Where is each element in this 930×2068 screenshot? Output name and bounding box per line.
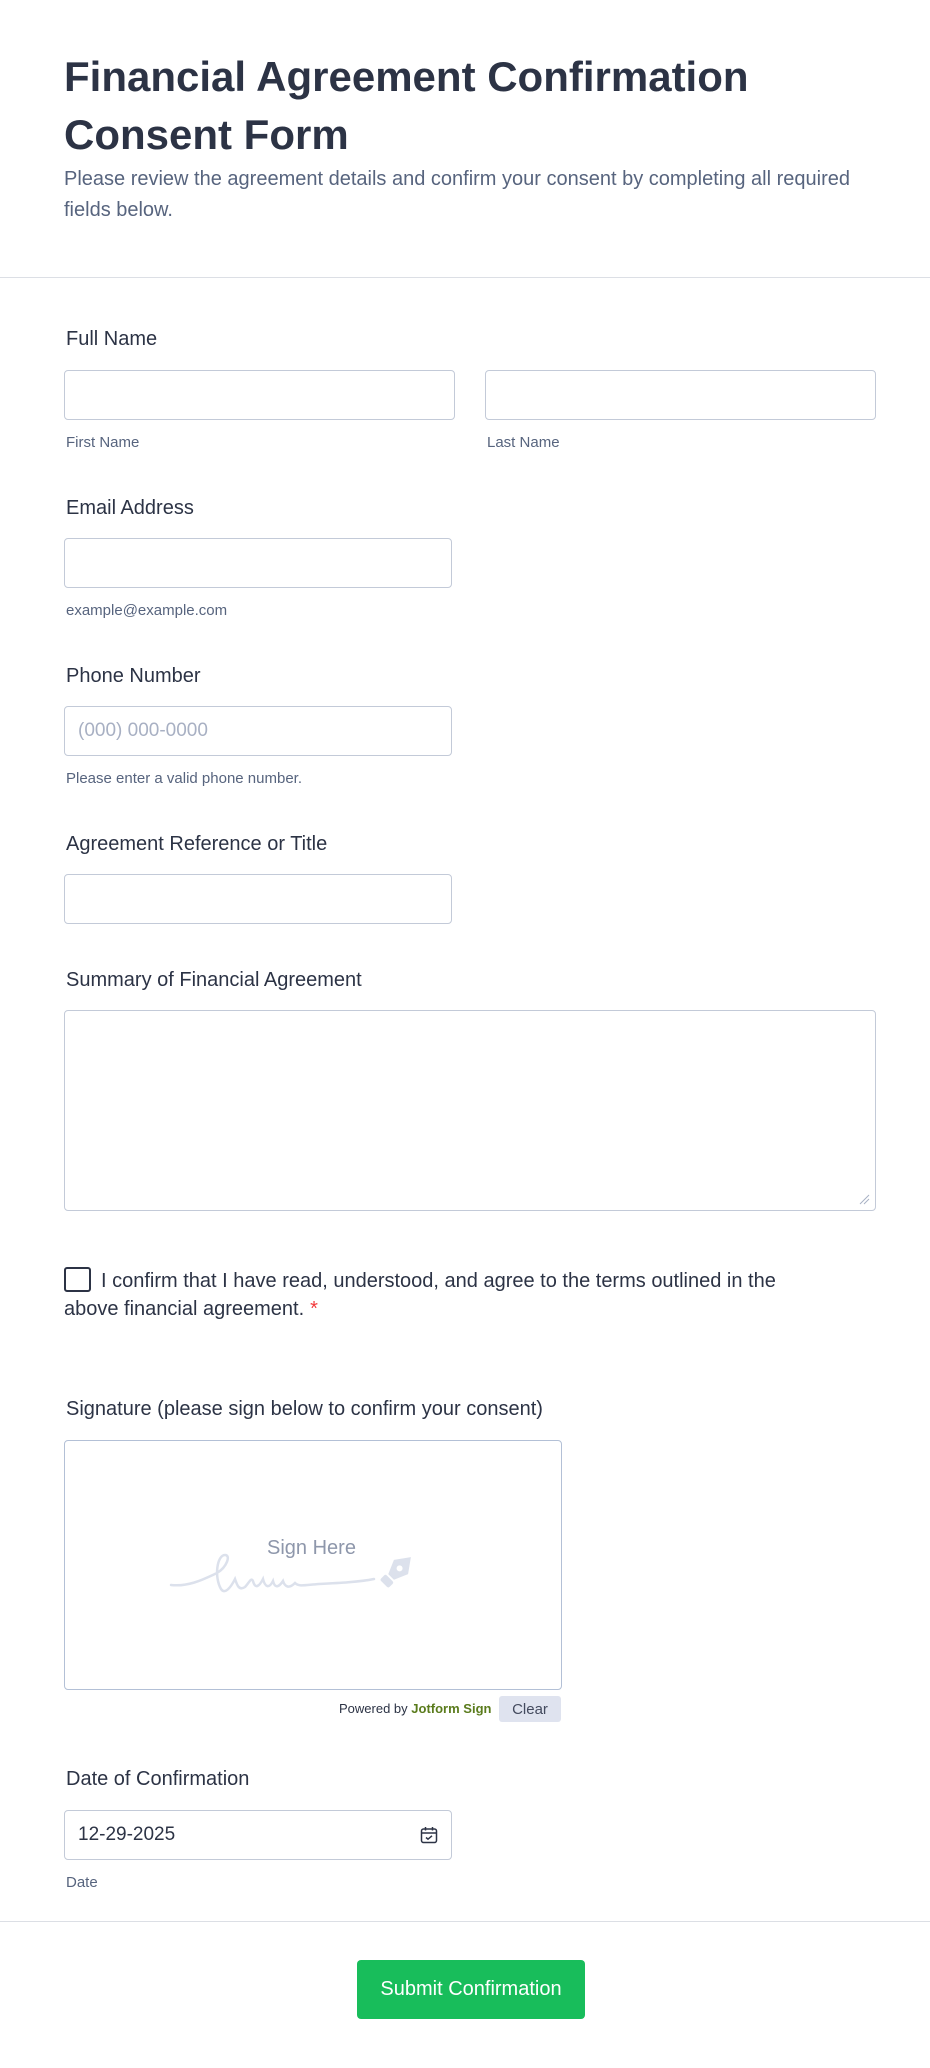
email-input[interactable] bbox=[64, 538, 452, 588]
email-sublabel: example@example.com bbox=[66, 602, 228, 619]
signature-label: Signature (please sign below to confirm your consent) bbox=[66, 1398, 543, 1420]
full-name-label: Full Name bbox=[66, 328, 158, 350]
calendar-icon[interactable] bbox=[420, 1826, 438, 1844]
sign-here-text: Sign Here bbox=[267, 1537, 356, 1559]
summary-textarea[interactable] bbox=[64, 1010, 876, 1211]
first-name-input[interactable] bbox=[64, 370, 455, 420]
summary-label: Summary of Financial Agreement bbox=[66, 969, 362, 991]
form-subtitle: Please review the agreement details and confirm your consent by completing all required fields below. bbox=[64, 168, 850, 221]
signature-pad[interactable] bbox=[64, 1440, 562, 1690]
agreement-ref-label: Agreement Reference or Title bbox=[66, 833, 328, 855]
agreement-ref-input[interactable] bbox=[64, 874, 452, 924]
phone-input[interactable] bbox=[64, 706, 452, 756]
consent-text: I confirm that I have read, understood, and agree to the terms outlined in the above financial agreement. bbox=[64, 1270, 776, 1320]
submit-button[interactable]: Submit Confirmation bbox=[357, 1960, 585, 2019]
consent-checkbox[interactable] bbox=[64, 1267, 91, 1292]
form-header bbox=[0, 0, 930, 278]
last-name-input[interactable] bbox=[485, 370, 876, 420]
first-name-sublabel: First Name bbox=[66, 434, 140, 451]
clear-signature-button[interactable]: Clear bbox=[499, 1696, 561, 1722]
date-label: Date of Confirmation bbox=[66, 1768, 250, 1790]
date-input[interactable] bbox=[64, 1810, 452, 1860]
phone-sublabel: Please enter a valid phone number. bbox=[66, 770, 302, 787]
jotform-sign-brand: Jotform Sign bbox=[411, 1701, 492, 1716]
date-value: 12-29-2025 bbox=[78, 1824, 176, 1845]
powered-by bbox=[339, 1701, 491, 1716]
last-name-sublabel: Last Name bbox=[487, 434, 560, 451]
email-label: Email Address bbox=[66, 497, 194, 519]
consent-row bbox=[64, 1267, 784, 1323]
form-footer bbox=[0, 1921, 930, 2068]
powered-by-text: Powered by bbox=[339, 1701, 408, 1716]
resize-grip-icon[interactable] bbox=[858, 1193, 870, 1205]
phone-label: Phone Number bbox=[66, 665, 201, 687]
date-sublabel: Date bbox=[66, 1874, 98, 1891]
form-title: Financial Agreement Confirmation Consent Form bbox=[64, 53, 749, 158]
required-asterisk: * bbox=[310, 1298, 318, 1320]
